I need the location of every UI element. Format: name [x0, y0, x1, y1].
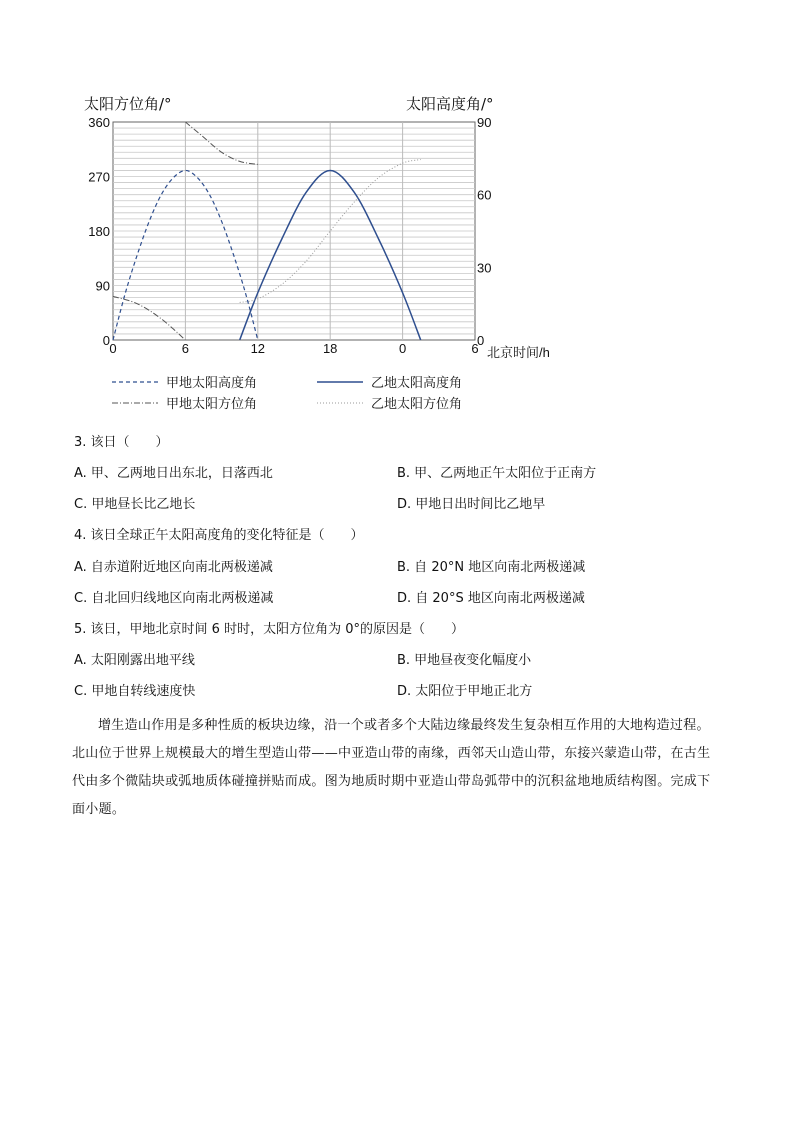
right-tick-label: 60	[477, 187, 492, 203]
legend-swatch-solid	[317, 379, 363, 385]
legend-label: 乙地太阳方位角	[371, 397, 463, 412]
left-tick-label: 180	[88, 224, 110, 239]
legend-item-yi-azimuth	[317, 393, 462, 412]
question-3-option-d: D. 甲地日出时间比乙地早	[397, 497, 546, 512]
chart-canvas	[0, 0, 794, 420]
question-4-option-b: B. 自 20°N 地区向南北两极递减	[397, 560, 586, 575]
right-tick-label: 90	[477, 115, 492, 130]
legend-label: 甲地太阳方位角	[166, 397, 258, 412]
question-4-option-d: D. 自 20°S 地区向南北两极递减	[397, 591, 585, 606]
question-5-option-c: C. 甲地自转线速度快	[74, 684, 196, 699]
legend-item-yi-altitude	[317, 372, 462, 391]
passage-paragraph: 增生造山作用是多种性质的板块边缘，沿一个或者多个大陆边缘最终发生复杂相互作用的大地构造过程。北山位于世界上规模最大的增生型造山带——中亚造山带的南缘，西邻天山造山带，东接兴蒙造山带，在古生代由多个微陆块或弧地质体碰撞拼贴而成。图为地质时期中亚造山带岛弧带中的沉积盆地地质结构图。完成下面小题。	[72, 718, 711, 817]
right-tick-label: 30	[477, 260, 492, 276]
x-tick-label: 0	[398, 341, 407, 356]
legend-swatch-dotted	[317, 400, 363, 406]
right-axis-title: 太阳高度角/°	[406, 95, 494, 113]
x-tick-label: 0	[109, 341, 117, 356]
legend-item-jia-altitude	[112, 372, 257, 391]
question-3-stem: 3. 该日（ ）	[74, 435, 169, 450]
legend-swatch-dashed	[112, 379, 158, 385]
question-4-stem: 4. 该日全球正午太阳高度角的变化特征是（ ）	[74, 528, 364, 543]
left-axis-title: 太阳方位角/°	[84, 95, 172, 113]
legend-label: 甲地太阳高度角	[166, 376, 258, 391]
legend-label: 乙地太阳高度角	[371, 376, 463, 391]
right-tick-label: 0	[477, 333, 485, 348]
question-4-option-a: A. 自赤道附近地区向南北两极递减	[74, 560, 273, 575]
question-5-stem: 5. 该日，甲地北京时间 6 时时，太阳方位角为 0°的原因是（ ）	[74, 622, 464, 637]
left-tick-label: 270	[88, 169, 110, 185]
question-3-option-b: B. 甲、乙两地正午太阳位于正南方	[397, 466, 597, 481]
legend-swatch-dashdot	[112, 400, 158, 406]
x-tick-label: 6	[181, 341, 190, 356]
question-4-option-c: C. 自北回归线地区向南北两极递减	[74, 591, 274, 606]
left-tick-label: 0	[102, 333, 110, 348]
question-5-option-d: D. 太阳位于甲地正北方	[397, 684, 533, 699]
x-tick-label: 6	[471, 341, 479, 356]
x-tick-label: 18	[322, 341, 338, 356]
question-5-option-b: B. 甲地昼夜变化幅度小	[397, 653, 532, 668]
x-tick-label: 12	[250, 341, 266, 356]
sun-angle-chart	[0, 0, 794, 420]
question-3-option-c: C. 甲地昼长比乙地长	[74, 497, 196, 512]
x-axis-label: 北京时间/h	[487, 345, 550, 360]
question-5-option-a: A. 太阳刚露出地平线	[74, 653, 195, 668]
legend-item-jia-azimuth	[112, 393, 257, 412]
left-tick-label: 90	[95, 278, 110, 294]
left-tick-label: 360	[88, 115, 110, 130]
question-3-option-a: A. 甲、乙两地日出东北，日落西北	[74, 466, 273, 481]
